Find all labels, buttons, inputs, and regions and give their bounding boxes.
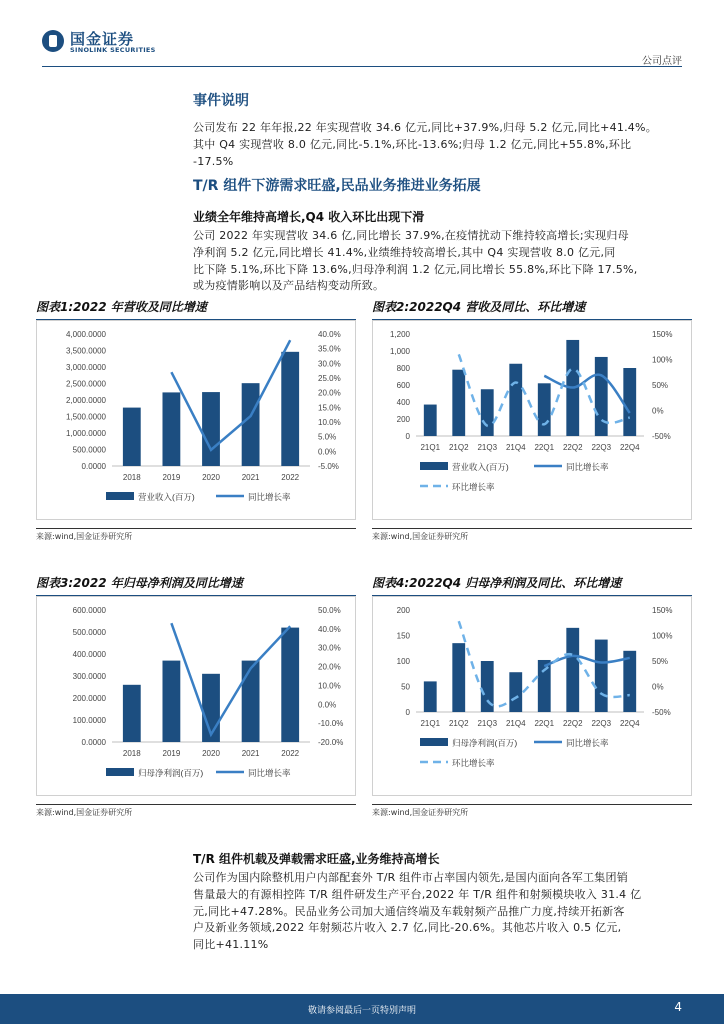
bar — [509, 364, 522, 436]
chart-revenue-annual — [36, 320, 356, 520]
subsection-title-performance: 业绩全年维持高增长,Q4 收入环比出现下滑 — [193, 210, 425, 224]
figure1-title: 图表1:2022 年营收及同比增速 — [36, 298, 356, 320]
bar — [162, 392, 180, 466]
y-left-tick-label: 100 — [396, 657, 410, 666]
y-right-tick-label: 0% — [652, 682, 664, 692]
paragraph-line: 其中 Q4 实现营收 8.0 亿元,同比-5.1%,环比-13.6%;归母 1.2 亿元,同比+55.8%,环比 — [193, 137, 632, 151]
y-right-tick-label: 25.0% — [318, 374, 341, 383]
footer-disclaimer: 敬请参阅最后一页特别声明 — [307, 1006, 416, 1016]
legend-line-label: 同比增长率 — [566, 462, 609, 472]
x-tick-label: 21Q4 — [505, 719, 526, 728]
x-tick-label: 2019 — [162, 749, 181, 758]
y-right-tick-label: 0% — [652, 406, 664, 416]
tr-demand-paragraph — [193, 870, 691, 954]
y-right-tick-label: 150% — [652, 606, 673, 615]
legend-bar-swatch — [106, 768, 134, 776]
y-right-tick-label: 20.0% — [318, 388, 341, 398]
y-right-tick-label: 10.0% — [318, 418, 341, 427]
paragraph-line: 公司 2022 年实现营收 34.6 亿,同比增长 37.9%,在疫情扰动下维持较高增长;实现归母 — [193, 229, 629, 242]
legend-dash-label: 环比增长率 — [452, 758, 495, 768]
y-left-tick-label: 3,500.0000 — [65, 346, 106, 356]
chart-profit-annual — [36, 596, 356, 796]
legend-bar-swatch — [106, 492, 134, 500]
legend-line-label: 同比增长率 — [248, 768, 291, 778]
section-title-event: 事件说明 — [193, 93, 249, 109]
header-divider — [42, 66, 682, 67]
y-left-tick-label: 800 — [396, 364, 410, 373]
x-tick-label: 22Q1 — [534, 443, 555, 452]
bar — [595, 357, 608, 436]
paragraph-line: 公司作为国内除整机用户内部配套外 T/R 组件市占率国内领先,是国内面向各军工集团销 — [193, 871, 629, 884]
y-left-tick-label: 2,500.0000 — [65, 379, 106, 389]
x-tick-label: 2020 — [202, 473, 220, 482]
y-left-tick-label: 0.0000 — [81, 462, 106, 471]
performance-paragraph — [193, 228, 691, 295]
x-tick-label: 22Q1 — [534, 719, 555, 728]
subsection-title-tr-demand: T/R 组件机载及弹载需求旺盛,业务维持高增长 — [193, 852, 440, 866]
y-left-tick-label: 2,000.0000 — [65, 396, 106, 405]
x-tick-label: 21Q3 — [477, 719, 498, 728]
legend-line-label: 同比增长率 — [248, 492, 291, 502]
x-tick-label: 2018 — [122, 749, 141, 758]
logo-chinese-name: 国金证券 — [70, 30, 135, 48]
event-paragraph — [193, 120, 691, 170]
bar — [123, 685, 141, 742]
bar — [481, 389, 494, 436]
y-right-tick-label: 50% — [652, 657, 669, 666]
bar — [424, 681, 437, 712]
bar — [123, 408, 141, 466]
y-left-tick-label: 200 — [396, 606, 410, 615]
logo-english-name: SINOLINK SECURITIES — [70, 46, 156, 54]
y-right-tick-label: 150% — [652, 330, 673, 339]
x-tick-label: 21Q3 — [477, 443, 498, 452]
y-left-tick-label: 1,500.0000 — [65, 412, 106, 422]
chart-frame — [373, 597, 692, 796]
bar — [623, 368, 636, 436]
legend-bar-label: 归母净利润(百万) — [138, 768, 204, 778]
page-number: 4 — [674, 1000, 682, 1014]
company-logo-icon — [42, 30, 64, 52]
bar — [509, 672, 522, 712]
y-left-tick-label: 400.0000 — [72, 650, 106, 659]
figure4-title: 图表4:2022Q4 归母净利润及同比、环比增速 — [372, 574, 692, 596]
x-tick-label: 2021 — [241, 749, 260, 758]
yoy-growth-line — [171, 340, 290, 450]
paragraph-line: 净利润 5.2 亿元,同比增长 41.4%,业绩维持较高增长,其中 Q4 实现营收 8.0 亿元,同 — [193, 245, 616, 259]
y-left-tick-label: 0.0000 — [81, 738, 106, 747]
y-left-tick-label: 1,000.0000 — [65, 429, 106, 438]
y-left-tick-label: 0 — [405, 708, 410, 717]
y-right-tick-label: 30.0% — [318, 359, 341, 369]
figure2-source: 来源:wind,国金证券研究所 — [372, 528, 692, 542]
x-tick-label: 22Q3 — [591, 719, 612, 728]
y-right-tick-label: 100% — [652, 355, 673, 365]
paragraph-line: 或为疫情影响以及产品结构变动所致。 — [193, 279, 385, 293]
y-left-tick-label: 600 — [396, 381, 410, 390]
y-right-tick-label: 5.0% — [318, 432, 337, 442]
y-right-tick-label: 15.0% — [318, 403, 341, 413]
y-right-tick-label: 10.0% — [318, 681, 341, 691]
x-tick-label: 22Q3 — [591, 443, 612, 452]
bar — [162, 661, 180, 742]
y-left-tick-label: 400 — [396, 398, 410, 407]
yoy-growth-line — [544, 375, 630, 413]
y-right-tick-label: 0.0% — [318, 447, 337, 457]
bar — [281, 628, 299, 742]
bar — [452, 370, 465, 436]
y-left-tick-label: 500.0000 — [72, 445, 106, 455]
bar — [452, 643, 465, 712]
y-left-tick-label: 200 — [396, 415, 410, 424]
y-right-tick-label: 50% — [652, 381, 669, 390]
y-right-tick-label: 40.0% — [318, 624, 341, 634]
y-left-tick-label: 500.0000 — [72, 628, 106, 637]
figure2-title: 图表2:2022Q4 营收及同比、环比增速 — [372, 298, 692, 320]
figure3-source: 来源:wind,国金证券研究所 — [36, 804, 356, 818]
y-left-tick-label: 1,200 — [389, 330, 410, 339]
x-tick-label: 21Q2 — [448, 719, 469, 728]
y-left-tick-label: 150 — [396, 631, 410, 641]
y-right-tick-label: -10.0% — [318, 719, 344, 729]
legend-bar-label: 营业收入(百万) — [452, 462, 509, 472]
legend-bar-label: 归母净利润(百万) — [452, 738, 518, 748]
y-left-tick-label: 200.0000 — [72, 694, 106, 703]
x-tick-label: 22Q2 — [562, 719, 583, 728]
y-left-tick-label: 1,000 — [389, 347, 410, 356]
y-left-tick-label: 100.0000 — [72, 716, 106, 725]
y-left-tick-label: 0 — [405, 432, 410, 441]
paragraph-line: 同比+41.11% — [193, 938, 269, 952]
x-tick-label: 21Q1 — [420, 443, 441, 452]
y-left-tick-label: 300.0000 — [72, 672, 106, 681]
chart-profit-quarterly — [372, 596, 692, 796]
y-right-tick-label: -20.0% — [318, 738, 344, 747]
bar — [281, 352, 299, 466]
x-tick-label: 22Q2 — [562, 443, 583, 452]
bar — [202, 392, 220, 466]
y-right-tick-label: 30.0% — [318, 643, 341, 653]
paragraph-line: 元,同比+47.28%。民品业务公司加大通信终端及车载射频产品推广力度,持续开拓新客 — [193, 904, 625, 918]
bar — [595, 640, 608, 712]
legend-line-label: 同比增长率 — [566, 738, 609, 748]
bar — [242, 383, 260, 466]
x-tick-label: 21Q4 — [505, 443, 526, 452]
y-left-tick-label: 3,000.0000 — [65, 363, 106, 372]
x-tick-label: 2018 — [122, 473, 141, 482]
legend-bar-swatch — [420, 738, 448, 746]
x-tick-label: 22Q4 — [619, 443, 640, 452]
y-left-tick-label: 600.0000 — [72, 606, 106, 615]
x-tick-label: 21Q2 — [448, 443, 469, 452]
y-right-tick-label: -50% — [652, 432, 671, 441]
y-right-tick-label: 35.0% — [318, 344, 341, 354]
yoy-growth-line — [171, 623, 290, 734]
paragraph-line: -17.5% — [193, 154, 234, 168]
figure4-source: 来源:wind,国金证券研究所 — [372, 804, 692, 818]
y-right-tick-label: -50% — [652, 708, 671, 717]
x-tick-label: 2020 — [202, 749, 220, 758]
figure3-title: 图表3:2022 年归母净利润及同比增速 — [36, 574, 356, 596]
x-tick-label: 2021 — [241, 473, 260, 482]
x-tick-label: 2019 — [162, 473, 181, 482]
paragraph-line: 公司发布 22 年年报,22 年实现营收 34.6 亿元,同比+37.9%,归母 5.2 亿元,同比+41.4%。 — [193, 121, 658, 134]
y-right-tick-label: 0.0% — [318, 700, 337, 710]
y-right-tick-label: -5.0% — [318, 462, 339, 471]
legend-dash-label: 环比增长率 — [452, 482, 495, 492]
paragraph-line: 售量最大的有源相控阵 T/R 组件研发生产平台,2022 年 T/R 组件和射频模块收入 31.4 亿 — [193, 887, 642, 901]
chart-revenue-quarterly — [372, 320, 692, 520]
bar — [242, 661, 260, 742]
y-right-tick-label: 100% — [652, 631, 673, 641]
chart-frame — [373, 321, 692, 520]
paragraph-line: 比下降 5.1%,环比下降 13.6%,归母净利润 1.2 亿元,同比增长 55.8%,环比下降 17.5%, — [193, 262, 638, 276]
bar — [424, 405, 437, 436]
y-left-tick-label: 50 — [401, 682, 410, 692]
bar — [566, 628, 579, 712]
y-right-tick-label: 40.0% — [318, 330, 341, 339]
bar — [538, 383, 551, 436]
section-title-tr: T/R 组件下游需求旺盛,民品业务推进业务拓展 — [193, 178, 481, 194]
x-tick-label: 21Q1 — [420, 719, 441, 728]
x-tick-label: 2022 — [281, 473, 300, 482]
figure1-source: 来源:wind,国金证券研究所 — [36, 528, 356, 542]
report-type-tag: 公司点评 — [642, 56, 682, 67]
legend-bar-swatch — [420, 462, 448, 470]
x-tick-label: 2022 — [281, 749, 300, 758]
paragraph-line: 户及新业务领域,2022 年射频芯片收入 2.7 亿,同比-20.6%。其他芯片收入 0.5 亿元, — [193, 921, 622, 935]
y-right-tick-label: 20.0% — [318, 662, 341, 672]
y-right-tick-label: 50.0% — [318, 606, 341, 615]
x-tick-label: 22Q4 — [619, 719, 640, 728]
legend-bar-label: 营业收入(百万) — [138, 492, 195, 502]
y-left-tick-label: 4,000.0000 — [65, 330, 106, 339]
